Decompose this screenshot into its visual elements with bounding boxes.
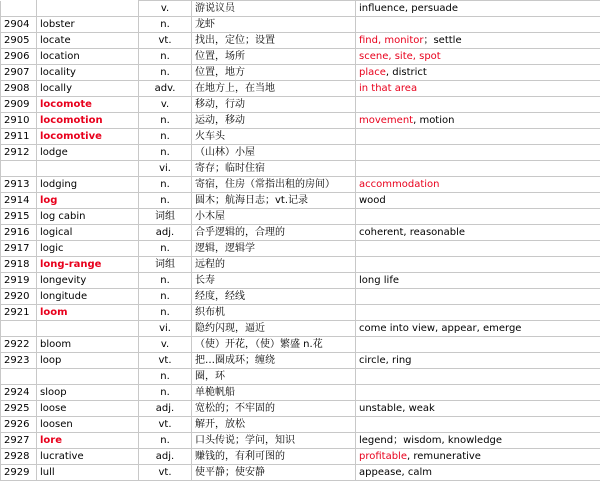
part-of-speech: vi. [139,161,192,177]
synonym-text: , remunerative [406,451,481,462]
part-of-speech: n. [139,369,192,385]
part-of-speech: vt. [139,465,192,481]
synonyms [356,177,600,193]
entry-number: 2917 [1,241,37,257]
synonyms [356,449,600,465]
entry-number: 2928 [1,449,37,465]
synonyms [356,353,600,369]
part-of-speech: 词组 [139,209,192,225]
part-of-speech: v. [139,1,192,17]
headword: longitude [37,289,139,305]
part-of-speech: vt. [139,353,192,369]
entry-number: 2914 [1,193,37,209]
table-row [1,241,600,257]
headword: log [37,193,139,209]
table-row [1,209,600,225]
synonym-text: in that area [359,83,418,94]
table-row [1,193,600,209]
synonyms [356,289,600,305]
table-row [1,49,600,65]
part-of-speech: 词组 [139,257,192,273]
headword: locomotive [37,129,139,145]
chinese-definition: 远程的 [192,257,356,273]
chinese-definition: 找出，定位；设置 [192,33,356,49]
part-of-speech: n. [139,17,192,33]
part-of-speech: n. [139,193,192,209]
vocabulary-table-body [1,1,600,481]
headword: lobster [37,17,139,33]
synonyms [356,97,600,113]
chinese-definition: （山林）小屋 [192,145,356,161]
entry-number [1,1,37,17]
headword: lodge [37,145,139,161]
part-of-speech: v. [139,97,192,113]
headword: loom [37,305,139,321]
table-row [1,385,600,401]
entry-number [1,321,37,337]
part-of-speech: n. [139,145,192,161]
synonyms [356,305,600,321]
entry-number [1,161,37,177]
chinese-definition: 位置，场所 [192,49,356,65]
headword: loosen [37,417,139,433]
entry-number: 2913 [1,177,37,193]
synonyms [356,321,600,337]
part-of-speech: adj. [139,449,192,465]
part-of-speech: adj. [139,225,192,241]
chinese-definition: 移动，行动 [192,97,356,113]
entry-number: 2919 [1,273,37,289]
chinese-definition: 逻辑，逻辑学 [192,241,356,257]
synonym-text: circle, ring [359,355,412,366]
chinese-definition: （使）开花，（使）繁盛 n.花 [192,337,356,353]
headword: logic [37,241,139,257]
chinese-definition: 织布机 [192,305,356,321]
synonym-text: movement [359,115,414,126]
headword: sloop [37,385,139,401]
part-of-speech: vt. [139,417,192,433]
synonyms [356,401,600,417]
headword: loose [37,401,139,417]
entry-number: 2925 [1,401,37,417]
chinese-definition: 使平静；使安静 [192,465,356,481]
headword: long-range [37,257,139,273]
chinese-definition: 单桅帆船 [192,385,356,401]
entry-number: 2920 [1,289,37,305]
headword: locally [37,81,139,97]
table-row [1,113,600,129]
table-row [1,1,600,17]
synonym-text: long life [359,275,399,286]
synonyms [356,465,600,481]
part-of-speech: vt. [139,33,192,49]
headword [37,369,139,385]
entry-number: 2927 [1,433,37,449]
entry-number: 2911 [1,129,37,145]
headword: lore [37,433,139,449]
entry-number: 2908 [1,81,37,97]
synonym-text: , motion [413,115,455,126]
table-row [1,17,600,33]
entry-number: 2910 [1,113,37,129]
entry-number: 2918 [1,257,37,273]
part-of-speech: vi. [139,321,192,337]
chinese-definition: 圆木；航海日志；vt.记录 [192,193,356,209]
part-of-speech: n. [139,241,192,257]
chinese-definition: 把…圈成环；缠绕 [192,353,356,369]
synonym-text: place [359,67,386,78]
entry-number: 2922 [1,337,37,353]
chinese-definition: 在地方上，在当地 [192,81,356,97]
headword: longevity [37,273,139,289]
synonyms [356,113,600,129]
chinese-definition: 合乎逻辑的，合理的 [192,225,356,241]
chinese-definition: 宽松的；不牢固的 [192,401,356,417]
synonym-text: accommodation [359,179,440,190]
synonyms [356,33,600,49]
synonyms [356,65,600,81]
chinese-definition: 小木屋 [192,209,356,225]
table-row [1,81,600,97]
synonym-text: , district [385,67,427,78]
synonyms [356,417,600,433]
chinese-definition: 游说议员 [192,1,356,17]
table-row [1,417,600,433]
entry-number: 2923 [1,353,37,369]
part-of-speech: n. [139,273,192,289]
synonyms [356,369,600,385]
headword: locate [37,33,139,49]
table-row [1,433,600,449]
headword: loop [37,353,139,369]
table-row [1,465,600,481]
table-row [1,289,600,305]
synonyms [356,273,600,289]
synonyms [356,241,600,257]
synonym-text: ；settle [423,35,462,46]
table-row [1,97,600,113]
synonyms [356,209,600,225]
synonyms [356,225,600,241]
table-row [1,369,600,385]
chinese-definition: 解开，放松 [192,417,356,433]
chinese-definition: 龙虾 [192,17,356,33]
synonyms [356,81,600,97]
headword: location [37,49,139,65]
headword: log cabin [37,209,139,225]
table-row [1,321,600,337]
chinese-definition: 赚钱的，有利可图的 [192,449,356,465]
table-row [1,401,600,417]
synonyms [356,161,600,177]
entry-number: 2907 [1,65,37,81]
table-row [1,65,600,81]
entry-number: 2921 [1,305,37,321]
chinese-definition: 长寿 [192,273,356,289]
headword: lodging [37,177,139,193]
table-row [1,305,600,321]
chinese-definition: 口头传说；学问，知识 [192,433,356,449]
table-row [1,273,600,289]
part-of-speech: n. [139,113,192,129]
headword: bloom [37,337,139,353]
headword [37,1,139,17]
headword [37,161,139,177]
entry-number: 2926 [1,417,37,433]
entry-number: 2909 [1,97,37,113]
part-of-speech: n. [139,177,192,193]
chinese-definition: 圈，环 [192,369,356,385]
entry-number: 2916 [1,225,37,241]
headword: lucrative [37,449,139,465]
synonyms [356,337,600,353]
synonyms [356,145,600,161]
part-of-speech: n. [139,305,192,321]
entry-number: 2904 [1,17,37,33]
synonym-text: scene, site, spot [359,51,441,62]
synonyms [356,193,600,209]
table-row [1,145,600,161]
part-of-speech: n. [139,289,192,305]
entry-number: 2924 [1,385,37,401]
table-row [1,177,600,193]
table-row [1,337,600,353]
table-row [1,225,600,241]
entry-number: 2906 [1,49,37,65]
entry-number: 2912 [1,145,37,161]
synonym-text: come into view, appear, emerge [359,323,522,334]
chinese-definition: 火车头 [192,129,356,145]
chinese-definition: 经度，经线 [192,289,356,305]
part-of-speech: n. [139,49,192,65]
synonyms [356,17,600,33]
chinese-definition: 寄宿，住房（常指出租的房间） [192,177,356,193]
synonyms [356,129,600,145]
headword: locomote [37,97,139,113]
chinese-definition: 隐约闪现，逼近 [192,321,356,337]
part-of-speech: n. [139,433,192,449]
headword: locality [37,65,139,81]
chinese-definition: 运动，移动 [192,113,356,129]
part-of-speech: n. [139,385,192,401]
chinese-definition: 位置，地方 [192,65,356,81]
synonym-text: influence, persuade [359,3,459,14]
synonyms [356,385,600,401]
synonyms [356,257,600,273]
synonym-text: profitable [359,451,407,462]
synonym-text: legend；wisdom, knowledge [359,435,503,446]
headword: lull [37,465,139,481]
chinese-definition: 寄存；临时住宿 [192,161,356,177]
entry-number: 2905 [1,33,37,49]
entry-number: 2915 [1,209,37,225]
table-row [1,449,600,465]
table-row [1,161,600,177]
synonyms [356,49,600,65]
headword: logical [37,225,139,241]
table-row [1,257,600,273]
table-row [1,33,600,49]
entry-number: 2929 [1,465,37,481]
part-of-speech: n. [139,65,192,81]
synonyms [356,433,600,449]
headword [37,321,139,337]
synonym-text: wood [359,195,386,206]
part-of-speech: n. [139,129,192,145]
table-row [1,353,600,369]
table-row [1,129,600,145]
synonym-text: find, monitor [359,35,424,46]
synonym-text: appease, calm [359,467,432,478]
part-of-speech: adv. [139,81,192,97]
entry-number [1,369,37,385]
synonym-text: coherent, reasonable [359,227,466,238]
part-of-speech: v. [139,337,192,353]
headword: locomotion [37,113,139,129]
part-of-speech: adj. [139,401,192,417]
synonym-text: unstable, weak [359,403,435,414]
synonyms [356,1,600,17]
